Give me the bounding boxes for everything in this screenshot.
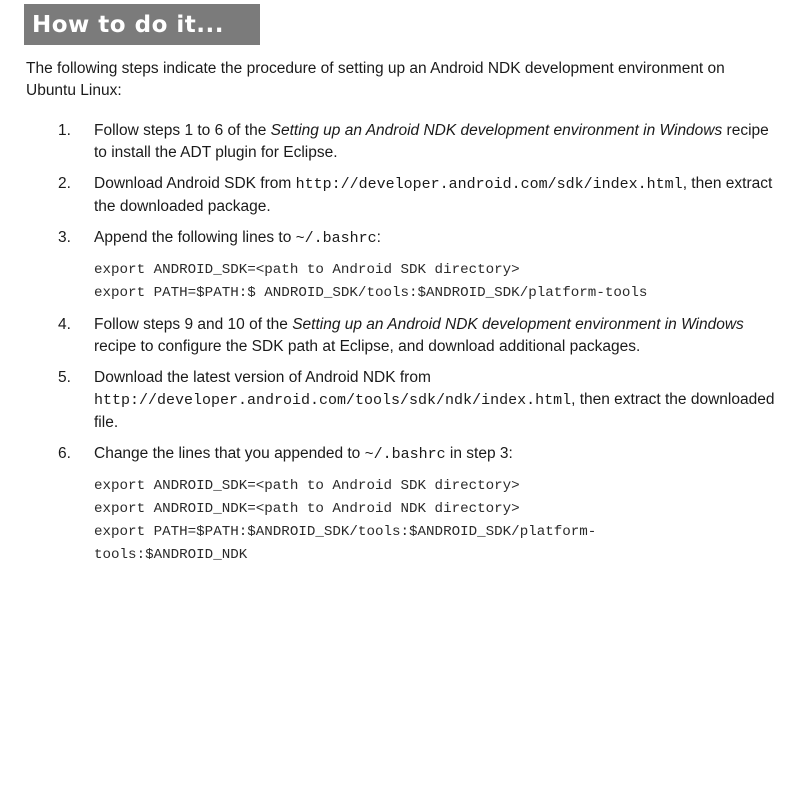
step-text: Download the latest version of Android NDK from	[94, 369, 431, 386]
step-number: 2.	[58, 175, 71, 192]
code-block	[94, 475, 776, 567]
step-4	[26, 314, 776, 358]
step-text: Follow steps 1 to 6 of the	[94, 122, 271, 139]
recipe-reference: Setting up an Android NDK development environment in Windows	[292, 316, 744, 333]
step-number: 1.	[58, 122, 71, 139]
step-number: 3.	[58, 229, 71, 246]
step-6	[26, 443, 776, 567]
step-number: 5.	[58, 369, 71, 386]
step-text: in step 3:	[445, 445, 513, 462]
code-line: export PATH=$PATH:$ ANDROID_SDK/tools:$ANDROID_SDK/platform-tools	[94, 285, 648, 301]
step-text: :	[376, 229, 381, 246]
ndk-url: http://developer.android.com/tools/sdk/ndk/index.html	[94, 392, 572, 409]
section-heading-bar	[24, 4, 260, 45]
code-line: export ANDROID_NDK=<path to Android NDK directory>	[94, 501, 520, 517]
step-text: , then extract the downloaded file.	[94, 391, 775, 431]
step-text: Download Android SDK from	[94, 175, 296, 192]
intro-paragraph: The following steps indicate the procedure of setting up an Android NDK development environment on Ubuntu Linux:	[26, 60, 725, 99]
steps-list	[26, 120, 776, 576]
step-text: Append the following lines to	[94, 229, 296, 246]
sdk-url: http://developer.android.com/sdk/index.html	[295, 176, 683, 193]
step-1	[26, 120, 776, 164]
recipe-reference: Setting up an Android NDK development environment in Windows	[270, 122, 723, 139]
step-text: recipe to configure the SDK path at Eclipse, and download additional packages.	[94, 338, 641, 355]
step-2	[26, 173, 776, 218]
code-line: export PATH=$PATH:$ANDROID_SDK/tools:$ANDROID_SDK/platform-	[94, 524, 597, 540]
step-3	[26, 227, 776, 305]
section-heading: How to do it...	[32, 11, 224, 38]
code-block	[94, 259, 776, 305]
step-text: Change the lines that you appended to	[94, 445, 365, 462]
step-5	[26, 367, 776, 434]
step-text: Follow steps 9 and 10 of the	[94, 316, 293, 333]
step-number: 4.	[58, 316, 71, 333]
code-line: tools:$ANDROID_NDK	[94, 547, 248, 563]
step-number: 6.	[58, 445, 71, 462]
bashrc-filename: ~/.bashrc	[364, 446, 446, 463]
bashrc-filename: ~/.bashrc	[295, 230, 377, 247]
step-text: recipe to install the ADT plugin for Eclipse.	[94, 122, 769, 161]
code-line: export ANDROID_SDK=<path to Android SDK directory>	[94, 478, 520, 494]
step-text: , then extract the downloaded package.	[94, 175, 773, 215]
code-line: export ANDROID_SDK=<path to Android SDK directory>	[94, 262, 520, 278]
